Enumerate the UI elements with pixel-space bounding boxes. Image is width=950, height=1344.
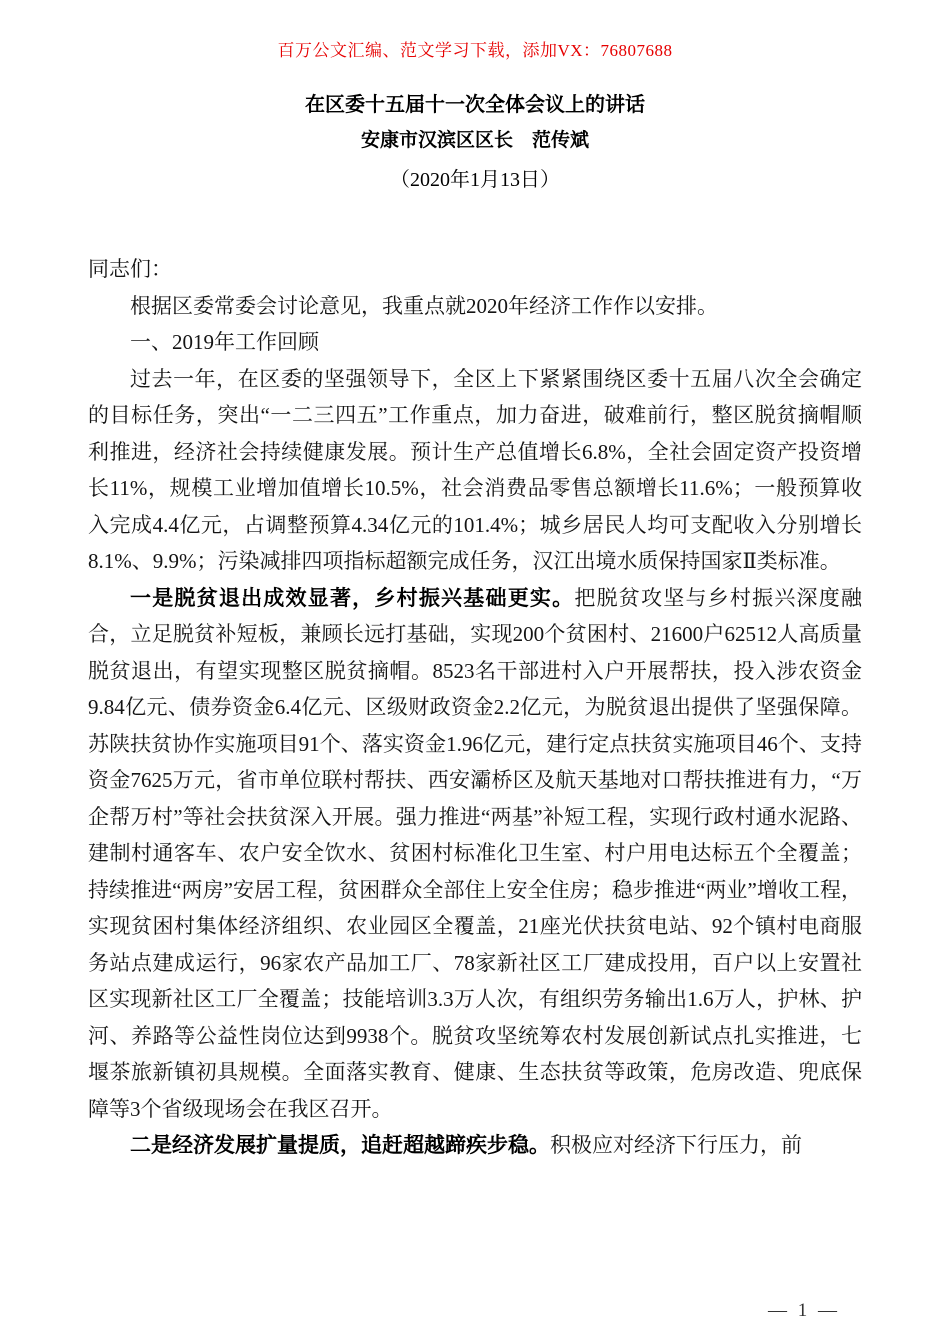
paragraph-intro: 根据区委常委会讨论意见，我重点就2020年经济工作作以安排。	[130, 293, 718, 318]
doc-date: （2020年1月13日）	[390, 169, 560, 191]
paragraph-lead-economy: 二是经济发展扩量提质，追赶超越蹄疾步稳。	[130, 1133, 550, 1157]
paragraph-text-poverty: 把脱贫攻坚与乡村振兴深度融合，立足脱贫补短板，兼顾长远打基础，实现200个贫困村、21600户62512人高质量脱贫退出，有望实现整区脱贫摘帽。8523名干部进村入户开展帮扶，投入涉农资金9.84亿元、债券资金6.4亿元、区级财政资金2.2亿元，为脱贫退出提供了坚强保障。苏陕扶贫协作实施项目91个、落实资金1.96亿元，建行定点扶贫实施项目46个、支持资金7625万元，省市单位联村帮扶、西安灞桥区及航天基地对口帮扶推进有力，“万企帮万村”等社会扶贫深入开展。强力推进“两基”补短工程，实现行政村通水泥路、建制村通客车、农户安全饮水、贫困村标准化卫生室、村户用电达标五个全覆盖；持续推进“两房”安居工程，贫困群众全部住上安全住房；稳步推进“两业”增收工程，实现贫困村集体经济组织、农业园区全覆盖，21座光伏扶贫电站、92个镇村电商服务站点建成运行，96家农产品加工厂、78家新社区工厂建成投用，百户以上安置社区实现新社区工厂全覆盖；技能培训3.3万人次，有组织劳务输出1.6万人，护林、护河、养路等公益性岗位达到9938个。脱贫攻坚统筹农村发展创新试点扎实推进，七堰茶旅新镇初具规模。全面落实教育、健康、生态扶贫等政策，危房改造、兜底保障等3个省级现场会在我区召开。	[88, 585, 862, 1121]
doc-author: 安康市汉滨区区长 范传斌	[360, 130, 589, 151]
paragraph-economic-development	[88, 1127, 862, 1164]
paragraph-text-economy: 积极应对经济下行压力，前	[550, 1133, 802, 1157]
document-body	[88, 251, 862, 1164]
section-heading-2019-review: 一、2019年工作回顾	[130, 330, 319, 354]
paragraph-lead-poverty: 一是脱贫退出成效显著，乡村振兴基础更实。	[130, 585, 575, 610]
doc-title: 在区委十五届十一次全体会议上的讲话	[305, 94, 645, 116]
header-notice: 百万公文汇编、范文学习下载，添加VX：76807688	[277, 41, 673, 60]
salutation: 同志们：	[88, 257, 172, 281]
page-number: — 1 —	[768, 1300, 840, 1321]
paragraph-poverty-alleviation	[88, 580, 862, 1128]
paragraph-2019-review: 过去一年，在区委的坚强领导下，全区上下紧紧围绕区委十五届八次全会确定的目标任务，突出“一二三四五”工作重点，加力奋进，破难前行，整区脱贫摘帽顺利推进，经济社会持续健康发展。预计生产总值增长6.8%，全社会固定资产投资增长11%，规模工业增加值增长10.5%，社会消费品零售总额增长11.6%；一般预算收入完成4.4亿元，占调整预算4.34亿元的101.4%；城乡居民人均可支配收入分别增长8.1%、9.9%；污染减排四项指标超额完成任务，汉江出境水质保持国家Ⅱ类标准。	[88, 366, 862, 573]
